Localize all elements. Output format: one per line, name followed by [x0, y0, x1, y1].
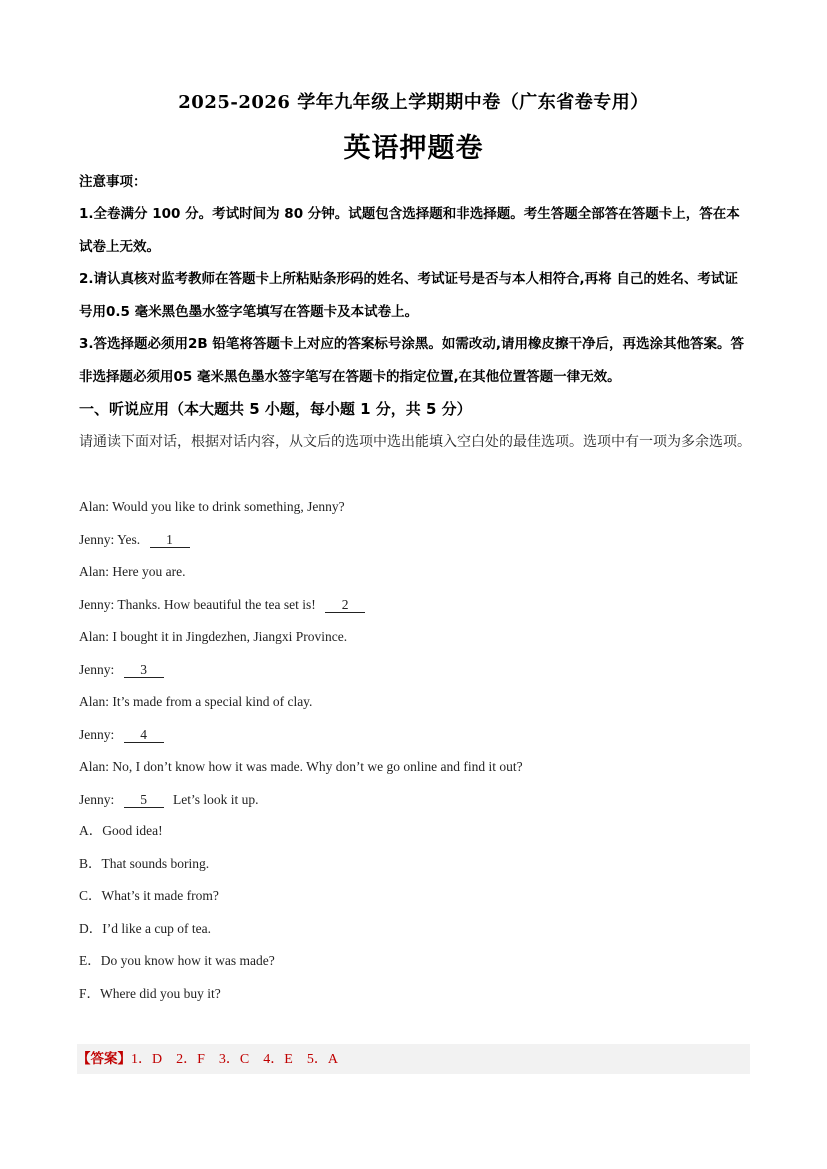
speaker: Alan: [79, 694, 109, 709]
speaker: Jenny: [79, 791, 115, 807]
notice-item: 2.请认真核对监考教师在答题卡上所粘贴条形码的姓名、考试证号是否与本人相符合,再将 自己的姓名、考试证号用0.5 毫米黑色墨水签字笔填写在答题卡及本试卷上。 [79, 271, 738, 320]
notice-item: 3.答选择题必须用2B 铅笔将答题卡上对应的答案标号涂黑。如需改动,请用橡皮擦干净后，再选涂其他答案。答非选择题必须用05 毫米黑色墨水签字笔写在答题卡的指定位置,在其他位置答题一律无效。 [79, 336, 745, 385]
dialogue-line [79, 491, 751, 524]
dialogue-line [79, 784, 751, 817]
speaker: Jenny: [79, 726, 115, 742]
notice-list [79, 198, 751, 393]
section-heading: 一、听说应用（本大题共 5 小题，每小题 1 分，共 5 分） [79, 400, 472, 418]
dialogue-line [79, 589, 751, 622]
dialogue-line [79, 719, 751, 752]
answer-item: 2．F [176, 1052, 205, 1067]
speaker: Alan: [79, 564, 109, 579]
answer-tag: 【答案】 [77, 1051, 131, 1067]
dialogue-text: Here you are. [112, 564, 186, 579]
answer-box [77, 1044, 750, 1074]
dialogue-line [79, 751, 751, 784]
dialogue-text: Would you like to drink something, Jenny? [112, 499, 345, 514]
option-item: B．That sounds boring. [79, 855, 210, 871]
option-item: C．What’s it made from? [79, 888, 219, 903]
dialogue-text: Thanks. How beautiful the tea set is! [117, 596, 316, 612]
speaker: Jenny: [79, 596, 115, 612]
answer-blank: 1 [150, 533, 190, 548]
speaker: Alan: [79, 499, 109, 514]
speaker: Jenny: [79, 531, 115, 547]
dialogue-text: Yes. [117, 531, 141, 547]
speaker: Jenny: [79, 661, 115, 677]
answer-blank: 3 [124, 663, 164, 678]
answer-blank: 5 [124, 793, 164, 808]
dialogue-text: It’s made from a special kind of clay. [112, 694, 313, 709]
option-item: E．Do you know how it was made? [79, 953, 275, 968]
dialogue-line [79, 524, 751, 557]
answer-item: 3．C [218, 1052, 250, 1067]
options-list [79, 815, 751, 1010]
dialogue-text: No, I don’t know how it was made. Why don’t we go online and find it out? [112, 759, 523, 774]
notice-heading: 注意事项： [79, 174, 147, 190]
option-item: A．Good idea! [79, 823, 163, 838]
answer-item: 5．A [306, 1052, 338, 1067]
answer-blank: 2 [325, 598, 365, 613]
speaker: Alan: [79, 759, 109, 774]
speaker: Alan: [79, 629, 109, 644]
dialogue [79, 491, 751, 816]
section-instruction: 请通读下面对话，根据对话内容，从文后的选项中选出能填入空白处的最佳选项。选项中有一项为多余选项。 [79, 434, 751, 450]
dialogue-line [79, 654, 751, 687]
main-title: 英语押题卷 [343, 133, 484, 164]
notice-item: 1.全卷满分 100 分。考试时间为 80 分钟。试题包含选择题和非选择题。考生答题全部答在答题卡上，答在本试卷上无效。 [79, 206, 740, 255]
answer-item: 4．E [263, 1052, 293, 1067]
option-item: F．Where did you buy it? [79, 985, 221, 1001]
exam-title: 2025-2026 学年九年级上学期期中卷（广东省卷专用） [178, 92, 649, 113]
answer-item: 1．D [131, 1052, 163, 1067]
dialogue-text: Let’s look it up. [173, 791, 259, 807]
dialogue-line [79, 686, 751, 719]
answer-blank: 4 [124, 728, 164, 743]
option-item: D．I’d like a cup of tea. [79, 920, 211, 936]
dialogue-text: I bought it in Jingdezhen, Jiangxi Province. [112, 629, 348, 644]
dialogue-line [79, 621, 751, 654]
dialogue-line [79, 556, 751, 589]
